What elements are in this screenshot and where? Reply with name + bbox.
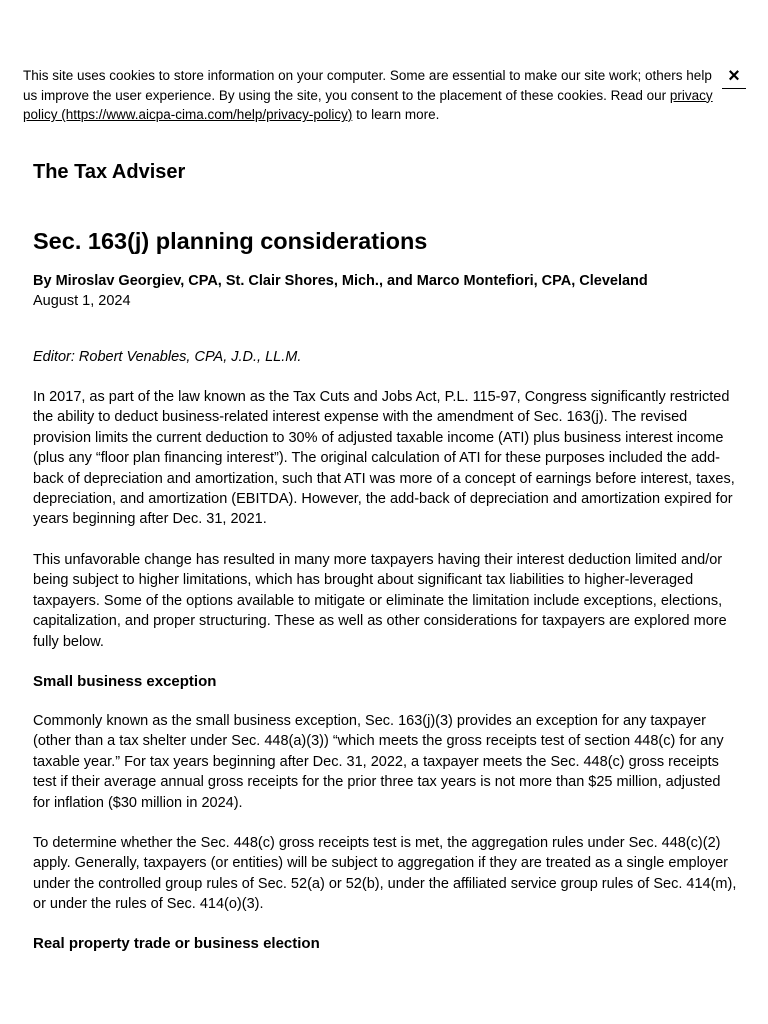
cookie-text-after: to learn more.	[352, 107, 440, 122]
article-paragraph: To determine whether the Sec. 448(c) gross receipts test is met, the aggregation rules under Sec. 448(c)(2) apply. Generally, taxpayers (or entities) will be subject to aggregation if they are treated as a single employer under the controlled group rules of Sec. 52(a) or 52(b), under the affiliated service group rules of Sec. 414(m), or under the rules of Sec. 414(o)(3).	[33, 835, 737, 913]
article-paragraph: Commonly known as the small business exception, Sec. 163(j)(3) provides an exception for any taxpayer (other than a tax shelter under Sec. 448(a)(3)) “which meets the gross receipts test of section 448(c) for any taxable year.” For tax years beginning after Dec. 31, 2022, a taxpayer meets the Sec. 448(c) gross receipts test if their average annual gross receipts for the prior three tax years is not more than $25 million, adjusted for inflation ($30 million in 2024).	[33, 713, 724, 811]
cookie-text-before: This site uses cookies to store information on your computer. Some are essential to make our site work; others help us improve the user experience. By using the site, you consent to the placement of these cookies. Read our	[23, 68, 712, 103]
section-heading-small-business: Small business exception	[33, 673, 217, 690]
article-date: August 1, 2024	[33, 293, 131, 309]
close-icon[interactable]: ×	[722, 66, 746, 89]
article-byline: By Miroslav Georgiev, CPA, St. Clair Shores, Mich., and Marco Montefiori, CPA, Cleveland	[33, 273, 648, 289]
section-heading-real-property: Real property trade or business election	[33, 935, 320, 952]
cookie-banner	[23, 66, 723, 125]
privacy-policy-link[interactable]: privacy policy (https://www.aicpa-cima.com/help/privacy-policy)	[23, 87, 713, 122]
article-title: Sec. 163(j) planning considerations	[33, 228, 428, 254]
article-editor: Editor: Robert Venables, CPA, J.D., LL.M.	[33, 349, 302, 365]
article-paragraph: In 2017, as part of the law known as the Tax Cuts and Jobs Act, P.L. 115-97, Congress significantly restricted the ability to deduct business-related interest expense with the amendment of Sec. 163(j). The revised provision limits the current deduction to 30% of adjusted taxable income (ATI) plus business interest income (plus any “floor plan financing interest”). The original calculation of ATI for these purposes included the add-back of depreciation and amortization, such that ATI was more of a concept of earnings before interest, taxes, depreciation, and amortization (EBITDA). However, the add-back of depreciation and amortization expired for years beginning after Dec. 31, 2021.	[33, 389, 735, 528]
site-title: The Tax Adviser	[33, 161, 186, 183]
article-paragraph: This unfavorable change has resulted in many more taxpayers having their interest deduction limited and/or being subject to higher limitations, which has brought about significant tax liabilities to higher-leveraged taxpayers. Some of the options available to mitigate or eliminate the limitation include exceptions, elections, capitalization, and proper structuring. These as well as other considerations for taxpayers are explored more fully below.	[33, 552, 727, 650]
